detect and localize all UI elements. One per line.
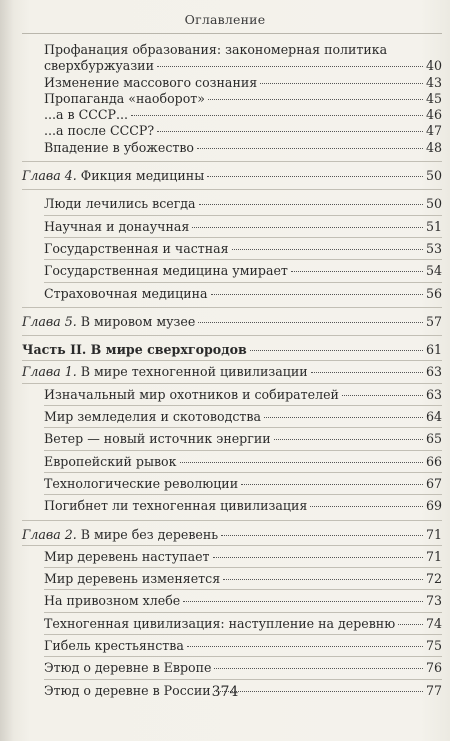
dot-leader [192,227,423,228]
chapter-label: Глава 2. [22,526,77,542]
toc-entry-title: Мир деревень наступает [44,548,210,564]
dot-leader [311,372,423,373]
dot-leader [342,395,423,396]
chapter-title: В мире без деревень [80,526,219,542]
toc-entry[interactable] [22,140,442,156]
toc-entry-title: Мир земледелия и скотоводства [44,409,261,425]
toc-entry[interactable] [22,219,442,235]
toc-entry[interactable] [22,107,442,123]
toc-entry-title: Люди лечились всегда [44,196,196,212]
dot-leader [221,535,423,536]
toc-page-number: 74 [425,615,442,631]
toc-page-number: 53 [425,240,442,256]
toc-page-number: 61 [425,342,442,358]
dot-leader [157,131,423,132]
toc-page-number: 76 [425,660,442,676]
dot-leader [183,601,423,602]
toc-entry-title: Этюд о деревне в России [44,682,211,698]
toc-chapter-entry[interactable] [22,314,442,330]
page-gutter-shadow [0,0,14,741]
header-rule [22,33,442,34]
toc-entry[interactable] [22,75,442,91]
dot-leader [208,99,423,100]
section-divider [44,656,442,657]
toc-page-number: 65 [425,431,442,447]
toc-page-number: 47 [425,123,442,139]
section-divider [22,545,442,546]
toc-entry-title: Изначальный мир охотников и собирателей [44,386,339,402]
section-divider [22,383,442,384]
toc-page-number: 77 [425,682,442,698]
section-divider [44,494,442,495]
toc-entry-title: ...а в СССР... [44,107,129,123]
toc-entry-title: На привозном хлебе [44,593,181,609]
toc-chapter-entry[interactable] [22,364,442,380]
chapter-label: Глава 1. [22,364,77,380]
dot-leader [241,484,423,485]
toc-chapter-entry[interactable] [22,527,442,543]
toc-page-number: 66 [425,453,442,469]
dot-leader [274,439,423,440]
toc-entry-title: Государственная и частная [44,240,229,256]
chapter-title: В мировом музее [80,313,196,329]
chapter-label: Глава 4. [22,168,77,184]
section-divider [44,612,442,613]
toc-entry-title: ...а после СССР? [44,123,155,139]
dot-leader [131,115,423,116]
toc-entry[interactable] [22,241,442,257]
dot-leader [260,83,423,84]
toc-entry[interactable] [22,593,442,609]
section-divider [44,450,442,451]
toc-entry[interactable] [22,616,442,632]
toc-entry[interactable] [22,409,442,425]
toc-page-number: 57 [425,313,442,329]
toc-entry-title: Профанация образования: закономерная политика сверхбуржуазии [44,42,388,74]
toc-page-number: 63 [425,364,442,380]
toc-page-number: 40 [425,58,442,74]
section-divider [22,161,442,162]
toc-chapter-entry[interactable] [22,168,442,184]
toc-entry[interactable] [22,286,442,302]
toc-entry-title: Пропаганда «наоборот» [44,90,205,106]
toc-page-number: 67 [425,475,442,491]
toc-page-number: 48 [425,139,442,155]
toc-entry[interactable] [22,387,442,403]
toc-page-number: 73 [425,593,442,609]
toc-page-number: 51 [425,218,442,234]
toc-entry-title: Мир деревень изменяется [44,571,221,587]
section-divider [44,679,442,680]
toc-part-entry[interactable] [22,342,442,358]
toc-entry-title: Научная и донаучная [44,218,190,234]
toc-entry-title: Технологические революции [44,475,239,491]
toc-page-number: 75 [425,638,442,654]
toc-entry-title: Погибнет ли техногенная цивилизация [44,498,308,514]
chapter-title: В мире техногенной цивилизации [80,364,308,380]
toc-entry[interactable] [22,263,442,279]
toc-entry-title: Страховочная медицина [44,285,208,301]
section-divider [44,237,442,238]
toc-page-number: 56 [425,285,442,301]
dot-leader [213,557,423,558]
toc-entry-title: Гибель крестьянства [44,638,184,654]
dot-leader [232,249,423,250]
dot-leader [180,462,423,463]
toc-page-number: 46 [425,107,442,123]
toc-page-number: 50 [425,196,442,212]
toc-entry[interactable] [22,431,442,447]
section-divider [44,634,442,635]
table-of-contents [22,42,442,699]
toc-entry[interactable] [22,91,442,107]
dot-leader [207,176,423,177]
section-divider [44,589,442,590]
toc-entry-title: Европейский рывок [44,453,177,469]
toc-page-number: 69 [425,498,442,514]
toc-page-number: 45 [425,90,442,106]
dot-leader [198,322,423,323]
toc-entry[interactable] [22,196,442,212]
dot-leader [264,417,423,418]
toc-page-number: 43 [425,74,442,90]
chapter-label: Глава 5. [22,313,77,329]
toc-page-number: 71 [425,548,442,564]
toc-entry[interactable] [22,660,442,676]
part-title: Часть II. В мире сверхгородов [22,342,247,358]
toc-entry[interactable] [22,42,442,75]
toc-page-number: 71 [425,526,442,542]
toc-page-number: 64 [425,409,442,425]
toc-page-number: 63 [425,386,442,402]
section-divider [44,567,442,568]
running-head: Оглавление [184,12,266,27]
dot-leader [291,271,423,272]
section-divider [22,335,442,336]
toc-entry[interactable] [22,476,442,492]
section-divider [22,307,442,308]
toc-entry[interactable] [22,549,442,565]
toc-entry[interactable] [22,498,442,514]
section-divider [44,215,442,216]
section-divider [44,472,442,473]
toc-entry[interactable] [22,638,442,654]
dot-leader [187,646,423,647]
toc-entry-title: Ветер — новый источник энергии [44,431,271,447]
dot-leader [398,624,423,625]
toc-entry-title: Изменение массового сознания [44,74,258,90]
section-divider [44,259,442,260]
toc-entry-title: Этюд о деревне в Европе [44,660,212,676]
toc-entry-title: Впадение в убожество [44,139,195,155]
section-divider [22,360,442,361]
dot-leader [250,350,423,351]
dot-leader [197,148,423,149]
dot-leader [211,294,423,295]
toc-entry-title: Государственная медицина умирает [44,263,288,279]
page-number-folio: 374 [211,684,239,700]
dot-leader [157,66,423,67]
section-divider [44,427,442,428]
dot-leader [223,579,423,580]
section-divider [22,189,442,190]
toc-entry[interactable] [22,454,442,470]
toc-page-number: 50 [425,168,442,184]
toc-entry[interactable] [22,123,442,139]
section-divider [44,405,442,406]
dot-leader [310,506,423,507]
dot-leader [199,204,423,205]
toc-entry-title: Техногенная цивилизация: наступление на деревню [44,615,396,631]
section-divider [44,282,442,283]
toc-entry[interactable] [22,571,442,587]
toc-page-number: 54 [425,263,442,279]
toc-page-number: 72 [425,571,442,587]
chapter-title: Фикция медицины [80,168,205,184]
section-divider [22,520,442,521]
dot-leader [214,668,423,669]
